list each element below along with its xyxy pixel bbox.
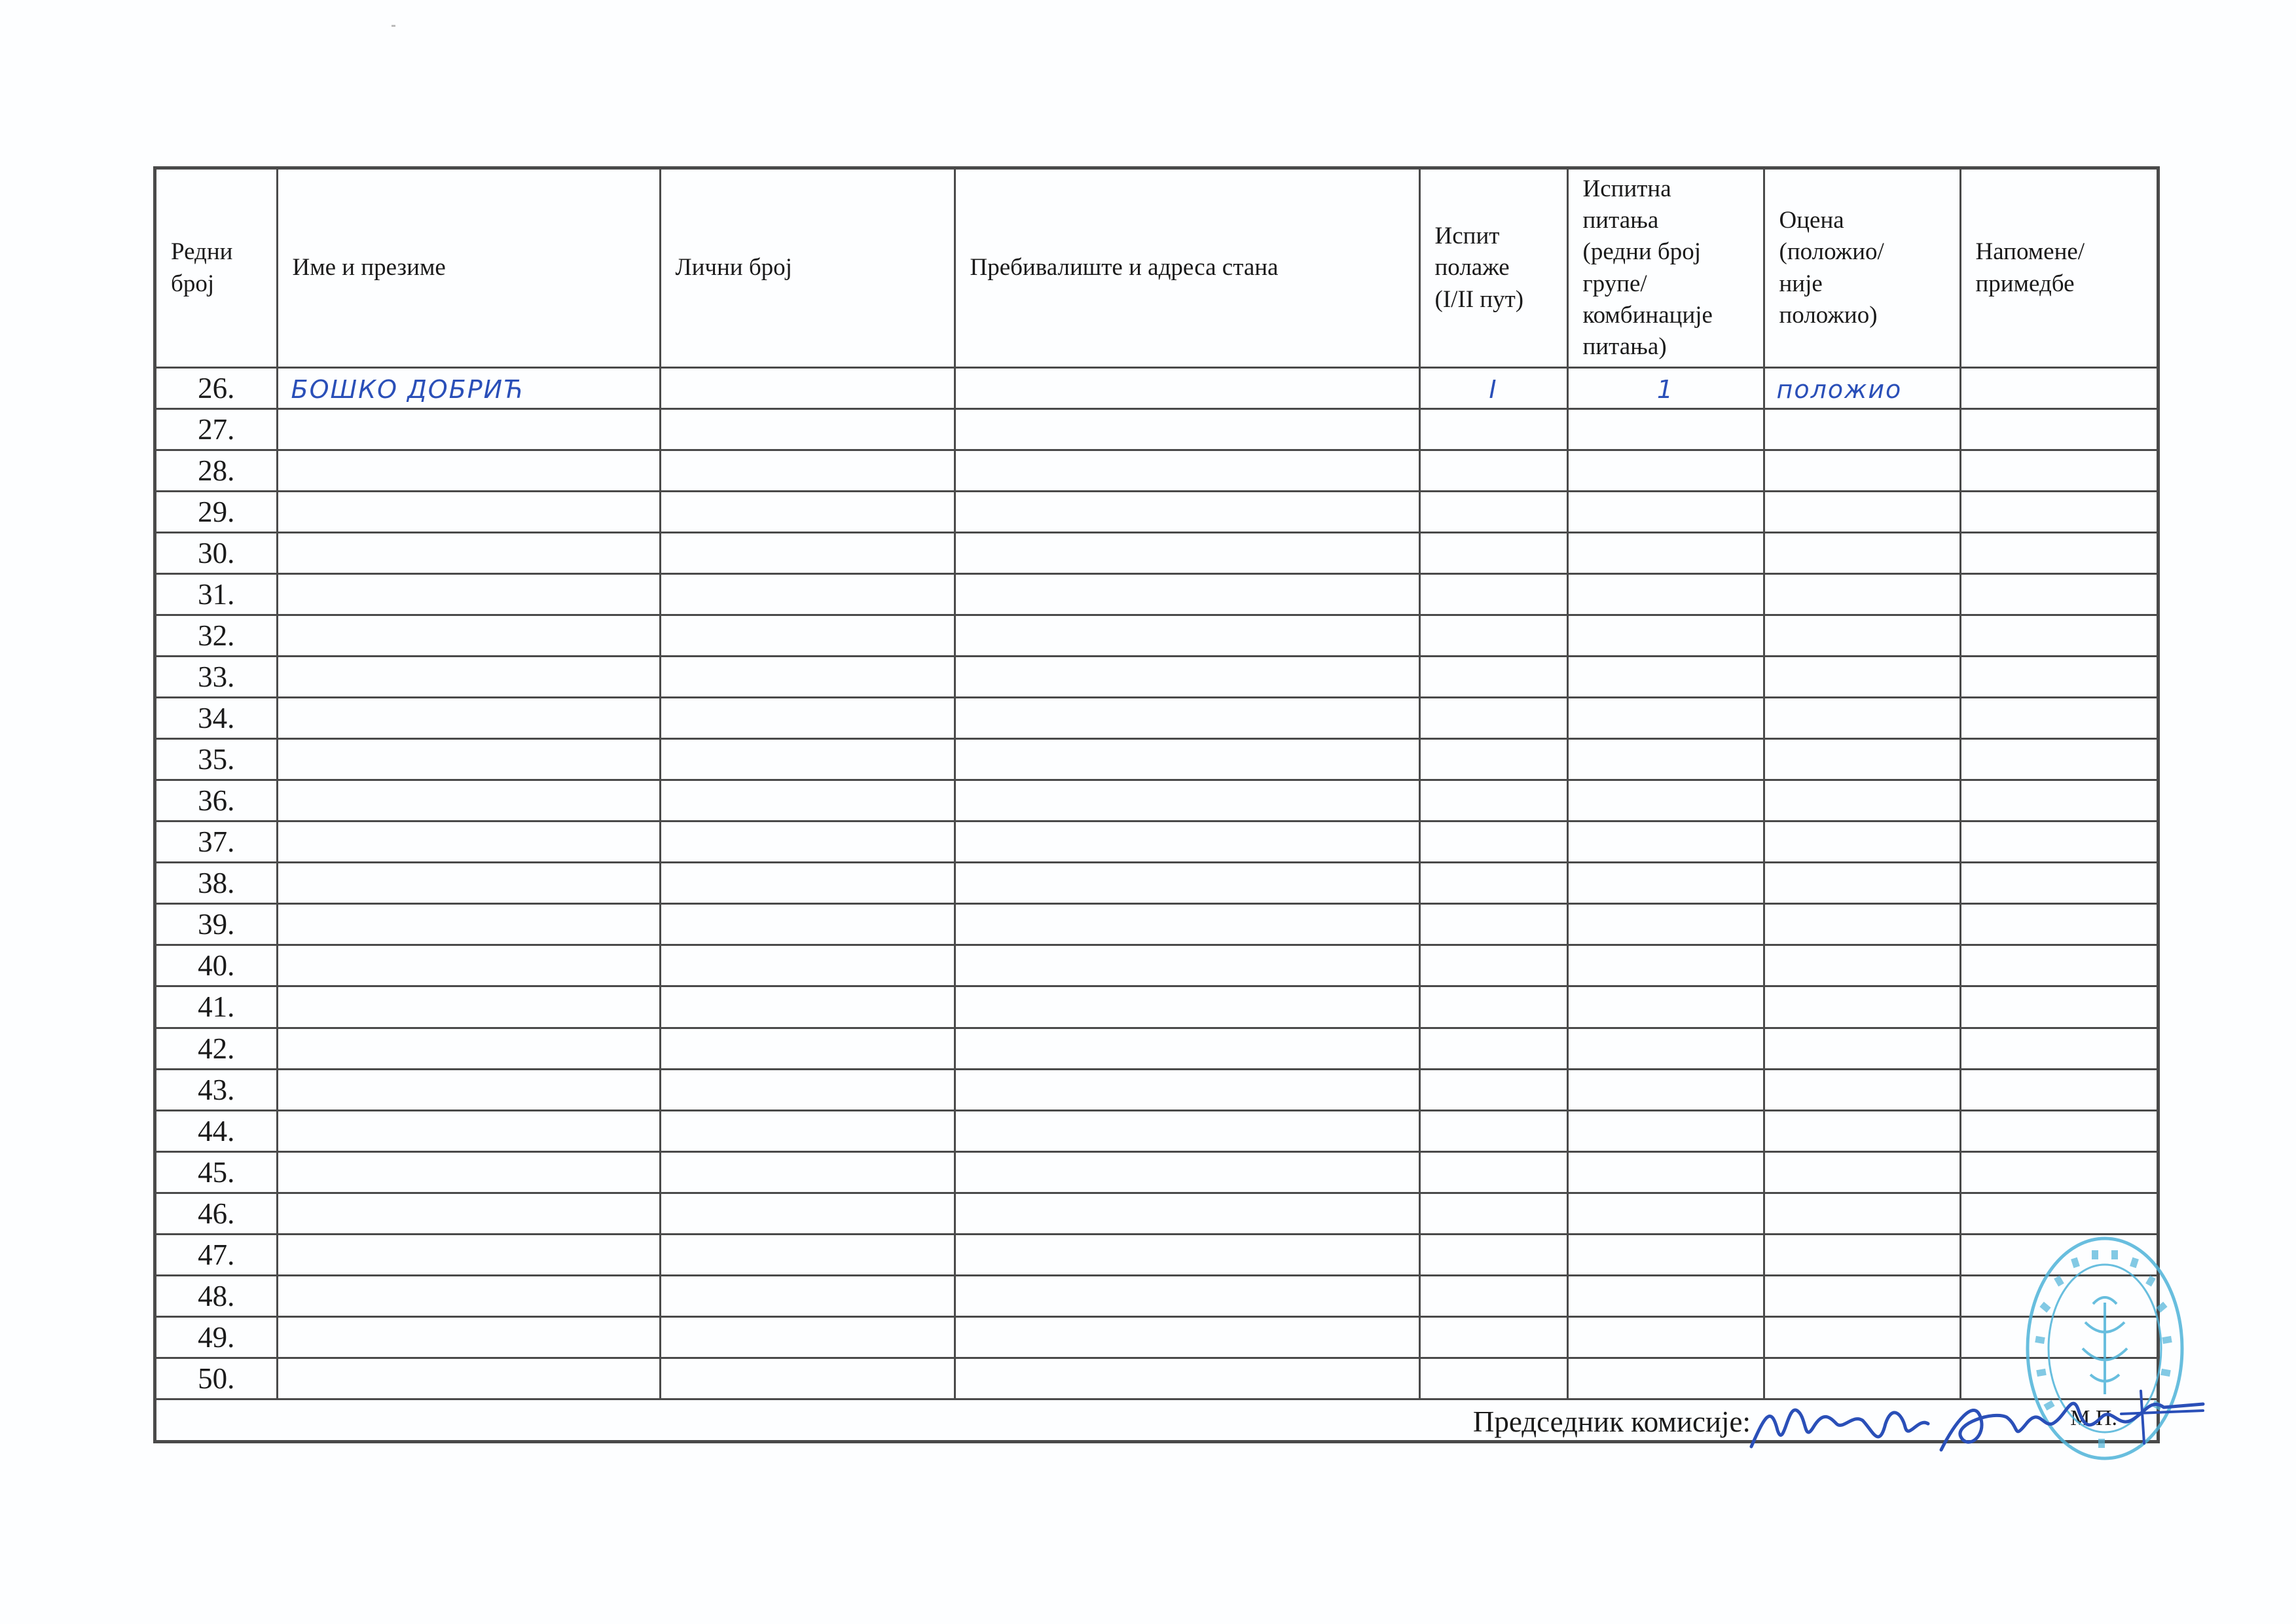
cell-grade: [1764, 780, 1960, 821]
cell-grade: [1764, 904, 1960, 945]
cell-residence-address: [955, 986, 1419, 1028]
cell-personal-id: [660, 780, 955, 821]
cell-personal-id: [660, 368, 955, 409]
table-row: [156, 698, 2157, 739]
table-row: [156, 409, 2157, 450]
seal-place-label: М.П.: [2070, 1406, 2117, 1430]
table-row: [156, 1151, 2157, 1193]
cell-personal-id: [660, 450, 955, 492]
table-header-row: [156, 170, 2157, 368]
cell-residence-address: [955, 1358, 1419, 1399]
cell-full-name: [277, 657, 660, 698]
cell-serial-number: [156, 863, 277, 904]
cell-residence-address: [955, 821, 1419, 863]
cell-notes: [1960, 945, 2157, 986]
cell-notes: [1960, 863, 2157, 904]
row-number: 28.: [198, 454, 235, 488]
cell-serial-number: [156, 574, 277, 615]
cell-exam-questions: [1567, 1358, 1764, 1399]
table-row: [156, 821, 2157, 863]
cell-grade: [1764, 1193, 1960, 1234]
row-number: 41.: [198, 990, 235, 1024]
cell-personal-id: [660, 574, 955, 615]
cell-grade: [1764, 1234, 1960, 1275]
cell-full-name: [277, 1316, 660, 1358]
cell-full-name: [277, 739, 660, 780]
cell-exam-questions: [1567, 1110, 1764, 1151]
cell-full-name: [277, 780, 660, 821]
cell-full-name: [277, 821, 660, 863]
cell-full-name: [277, 533, 660, 574]
row-number: 50.: [198, 1362, 235, 1395]
cell-notes: [1960, 904, 2157, 945]
cell-exam-attempt: [1419, 1110, 1567, 1151]
cell-exam-attempt: [1419, 1028, 1567, 1069]
cell-full-name: [277, 1028, 660, 1069]
cell-exam-attempt: [1419, 1275, 1567, 1316]
cell-serial-number: [156, 492, 277, 533]
cell-grade: [1764, 821, 1960, 863]
cell-grade: [1764, 657, 1960, 698]
cell-full-name: [277, 1069, 660, 1110]
cell-exam-questions: [1567, 986, 1764, 1028]
cell-residence-address: [955, 1110, 1419, 1151]
handwritten-question-group: 1: [1656, 375, 1675, 405]
table-row: [156, 1234, 2157, 1275]
cell-residence-address: [955, 615, 1419, 657]
row-number: 38.: [198, 867, 235, 900]
row-number: 46.: [198, 1197, 235, 1230]
cell-exam-attempt: [1419, 904, 1567, 945]
cell-serial-number: [156, 1358, 277, 1399]
cell-serial-number: [156, 986, 277, 1028]
cell-grade: [1764, 1069, 1960, 1110]
cell-exam-questions: [1567, 780, 1764, 821]
cell-notes: [1960, 1069, 2157, 1110]
cell-full-name: [277, 1110, 660, 1151]
cell-personal-id: [660, 533, 955, 574]
table-row: [156, 1028, 2157, 1069]
table-row: [156, 780, 2157, 821]
cell-serial-number: [156, 1193, 277, 1234]
cell-residence-address: [955, 780, 1419, 821]
row-number: 47.: [198, 1238, 235, 1271]
cell-serial-number: [156, 904, 277, 945]
row-number: 42.: [198, 1032, 235, 1065]
cell-exam-attempt: [1419, 368, 1567, 409]
cell-residence-address: [955, 698, 1419, 739]
header-exam-questions: Испитна питања (редни број групе/ комбинације питања): [1567, 170, 1764, 368]
cell-exam-questions: [1567, 368, 1764, 409]
cell-residence-address: [955, 368, 1419, 409]
cell-full-name: [277, 1193, 660, 1234]
cell-grade: [1764, 986, 1960, 1028]
cell-exam-questions: [1567, 945, 1764, 986]
header-notes: Напомене/ примедбе: [1960, 170, 2157, 368]
cell-personal-id: [660, 1028, 955, 1069]
cell-residence-address: [955, 945, 1419, 986]
cell-personal-id: [660, 1193, 955, 1234]
cell-notes: [1960, 1193, 2157, 1234]
row-number: 34.: [198, 702, 235, 735]
cell-notes: [1960, 615, 2157, 657]
cell-exam-questions: [1567, 1316, 1764, 1358]
cell-exam-attempt: [1419, 863, 1567, 904]
cell-full-name: [277, 1234, 660, 1275]
cell-exam-questions: [1567, 863, 1764, 904]
cell-personal-id: [660, 1234, 955, 1275]
cell-personal-id: [660, 1151, 955, 1193]
cell-grade: [1764, 615, 1960, 657]
table-row: [156, 492, 2157, 533]
cell-serial-number: [156, 409, 277, 450]
cell-exam-questions: [1567, 1028, 1764, 1069]
cell-exam-attempt: [1419, 533, 1567, 574]
row-number: 36.: [198, 784, 235, 818]
cell-notes: [1960, 409, 2157, 450]
cell-personal-id: [660, 1358, 955, 1399]
cell-grade: [1764, 1275, 1960, 1316]
header-full-name: Име и презиме: [277, 170, 660, 368]
cell-exam-attempt: [1419, 739, 1567, 780]
row-number: 37.: [198, 825, 235, 859]
table-row: [156, 945, 2157, 986]
row-number: 35.: [198, 743, 235, 776]
cell-notes: [1960, 1151, 2157, 1193]
handwritten-grade: положио: [1776, 375, 1903, 405]
header-residence-address: Пребивалиште и адреса стана: [955, 170, 1419, 368]
scan-speck: [392, 25, 395, 27]
cell-serial-number: [156, 657, 277, 698]
cell-serial-number: [156, 1069, 277, 1110]
cell-full-name: [277, 1358, 660, 1399]
cell-grade: [1764, 1151, 1960, 1193]
chair-signature: [1745, 1378, 2216, 1470]
cell-serial-number: [156, 533, 277, 574]
header-serial-number: Редни број: [156, 170, 277, 368]
commission-chair-label: Председник комисије:: [1472, 1405, 1751, 1438]
cell-personal-id: [660, 739, 955, 780]
cell-serial-number: [156, 368, 277, 409]
cell-notes: [1960, 533, 2157, 574]
row-number: 27.: [198, 413, 235, 446]
cell-notes: [1960, 657, 2157, 698]
table-row: [156, 657, 2157, 698]
header-exam-attempt: Испит полаже (I/II пут): [1419, 170, 1567, 368]
cell-notes: [1960, 698, 2157, 739]
cell-notes: [1960, 368, 2157, 409]
cell-exam-attempt: [1419, 780, 1567, 821]
cell-residence-address: [955, 574, 1419, 615]
cell-exam-questions: [1567, 574, 1764, 615]
cell-personal-id: [660, 1110, 955, 1151]
cell-personal-id: [660, 1316, 955, 1358]
table-row: [156, 863, 2157, 904]
cell-personal-id: [660, 698, 955, 739]
cell-exam-attempt: [1419, 945, 1567, 986]
cell-exam-questions: [1567, 615, 1764, 657]
cell-residence-address: [955, 1234, 1419, 1275]
cell-serial-number: [156, 821, 277, 863]
cell-residence-address: [955, 904, 1419, 945]
cell-full-name: [277, 492, 660, 533]
cell-grade: [1764, 533, 1960, 574]
cell-personal-id: [660, 986, 955, 1028]
cell-grade: [1764, 492, 1960, 533]
cell-full-name: [277, 450, 660, 492]
cell-personal-id: [660, 945, 955, 986]
handwritten-name: БОШКО ДОБРИЋ: [291, 375, 524, 405]
table-row: [156, 574, 2157, 615]
cell-residence-address: [955, 450, 1419, 492]
cell-exam-questions: [1567, 1193, 1764, 1234]
cell-serial-number: [156, 698, 277, 739]
cell-exam-questions: [1567, 450, 1764, 492]
cell-personal-id: [660, 1069, 955, 1110]
cell-serial-number: [156, 1110, 277, 1151]
cell-notes: [1960, 1110, 2157, 1151]
cell-exam-attempt: [1419, 986, 1567, 1028]
table-row: [156, 1275, 2157, 1316]
cell-exam-questions: [1567, 904, 1764, 945]
row-number: 26.: [198, 372, 235, 405]
cell-personal-id: [660, 409, 955, 450]
cell-exam-attempt: [1419, 574, 1567, 615]
table-row: [156, 368, 2157, 409]
cell-exam-attempt: [1419, 1151, 1567, 1193]
row-number: 44.: [198, 1114, 235, 1147]
cell-residence-address: [955, 863, 1419, 904]
cell-serial-number: [156, 739, 277, 780]
cell-exam-attempt: [1419, 615, 1567, 657]
cell-grade: [1764, 863, 1960, 904]
cell-grade: [1764, 574, 1960, 615]
cell-exam-attempt: [1419, 1193, 1567, 1234]
cell-exam-questions: [1567, 698, 1764, 739]
cell-grade: [1764, 1028, 1960, 1069]
cell-grade: [1764, 450, 1960, 492]
cell-exam-questions: [1567, 533, 1764, 574]
cell-personal-id: [660, 1275, 955, 1316]
cell-exam-questions: [1567, 1151, 1764, 1193]
cell-serial-number: [156, 1275, 277, 1316]
cell-personal-id: [660, 657, 955, 698]
cell-grade: [1764, 739, 1960, 780]
cell-exam-questions: [1567, 1069, 1764, 1110]
cell-residence-address: [955, 533, 1419, 574]
cell-personal-id: [660, 904, 955, 945]
row-number: 29.: [198, 496, 235, 529]
exam-register-sheet: [153, 166, 2160, 1443]
cell-exam-attempt: [1419, 1069, 1567, 1110]
table-row: [156, 1316, 2157, 1358]
header-personal-id: Лични број: [660, 170, 955, 368]
cell-exam-attempt: [1419, 657, 1567, 698]
cell-full-name: [277, 904, 660, 945]
cell-full-name: [277, 409, 660, 450]
cell-full-name: [277, 945, 660, 986]
row-number: 30.: [198, 537, 235, 570]
cell-full-name: [277, 863, 660, 904]
cell-notes: [1960, 1028, 2157, 1069]
cell-full-name: [277, 698, 660, 739]
exam-register-table: [156, 170, 2157, 1400]
cell-exam-attempt: [1419, 1316, 1567, 1358]
cell-grade: [1764, 945, 1960, 986]
cell-residence-address: [955, 1275, 1419, 1316]
cell-notes: [1960, 492, 2157, 533]
cell-exam-attempt: [1419, 698, 1567, 739]
table-row: [156, 904, 2157, 945]
cell-personal-id: [660, 492, 955, 533]
cell-exam-attempt: [1419, 821, 1567, 863]
cell-serial-number: [156, 945, 277, 986]
table-row: [156, 1110, 2157, 1151]
cell-exam-questions: [1567, 657, 1764, 698]
row-number: 43.: [198, 1073, 235, 1106]
cell-residence-address: [955, 1069, 1419, 1110]
table-row: [156, 450, 2157, 492]
table-row: [156, 1069, 2157, 1110]
row-number: 40.: [198, 949, 235, 983]
cell-serial-number: [156, 1028, 277, 1069]
cell-notes: [1960, 821, 2157, 863]
cell-residence-address: [955, 1028, 1419, 1069]
cell-full-name: [277, 368, 660, 409]
cell-serial-number: [156, 1316, 277, 1358]
cell-notes: [1960, 574, 2157, 615]
cell-exam-questions: [1567, 492, 1764, 533]
cell-exam-attempt: [1419, 492, 1567, 533]
cell-residence-address: [955, 1151, 1419, 1193]
cell-full-name: [277, 986, 660, 1028]
cell-full-name: [277, 1151, 660, 1193]
cell-notes: [1960, 780, 2157, 821]
table-row: [156, 615, 2157, 657]
cell-serial-number: [156, 615, 277, 657]
cell-grade: [1764, 1110, 1960, 1151]
cell-grade: [1764, 368, 1960, 409]
cell-full-name: [277, 574, 660, 615]
cell-full-name: [277, 1275, 660, 1316]
cell-personal-id: [660, 615, 955, 657]
row-number: 45.: [198, 1155, 235, 1189]
cell-exam-attempt: [1419, 1234, 1567, 1275]
cell-grade: [1764, 698, 1960, 739]
cell-serial-number: [156, 450, 277, 492]
row-number: 39.: [198, 908, 235, 941]
cell-exam-questions: [1567, 1234, 1764, 1275]
cell-serial-number: [156, 1151, 277, 1193]
cell-serial-number: [156, 780, 277, 821]
table-row: [156, 1193, 2157, 1234]
handwritten-attempt: I: [1489, 375, 1498, 405]
row-number: 31.: [198, 578, 235, 611]
table-body: [156, 368, 2157, 1399]
cell-serial-number: [156, 1234, 277, 1275]
cell-exam-attempt: [1419, 409, 1567, 450]
table-row: [156, 533, 2157, 574]
cell-exam-attempt: [1419, 1358, 1567, 1399]
cell-residence-address: [955, 1193, 1419, 1234]
row-number: 33.: [198, 660, 235, 694]
cell-residence-address: [955, 492, 1419, 533]
cell-personal-id: [660, 863, 955, 904]
cell-exam-questions: [1567, 739, 1764, 780]
cell-notes: [1960, 739, 2157, 780]
cell-exam-questions: [1567, 1275, 1764, 1316]
cell-grade: [1764, 1316, 1960, 1358]
header-grade: Оцена (положио/ није положио): [1764, 170, 1960, 368]
cell-grade: [1764, 409, 1960, 450]
row-number: 48.: [198, 1279, 235, 1312]
cell-residence-address: [955, 1316, 1419, 1358]
table-row: [156, 739, 2157, 780]
row-number: 49.: [198, 1320, 235, 1354]
cell-residence-address: [955, 739, 1419, 780]
cell-personal-id: [660, 821, 955, 863]
cell-notes: [1960, 450, 2157, 492]
cell-exam-attempt: [1419, 450, 1567, 492]
cell-exam-questions: [1567, 409, 1764, 450]
cell-residence-address: [955, 657, 1419, 698]
cell-exam-questions: [1567, 821, 1764, 863]
cell-residence-address: [955, 409, 1419, 450]
table-row: [156, 986, 2157, 1028]
cell-full-name: [277, 615, 660, 657]
row-number: 32.: [198, 619, 235, 653]
cell-notes: [1960, 986, 2157, 1028]
